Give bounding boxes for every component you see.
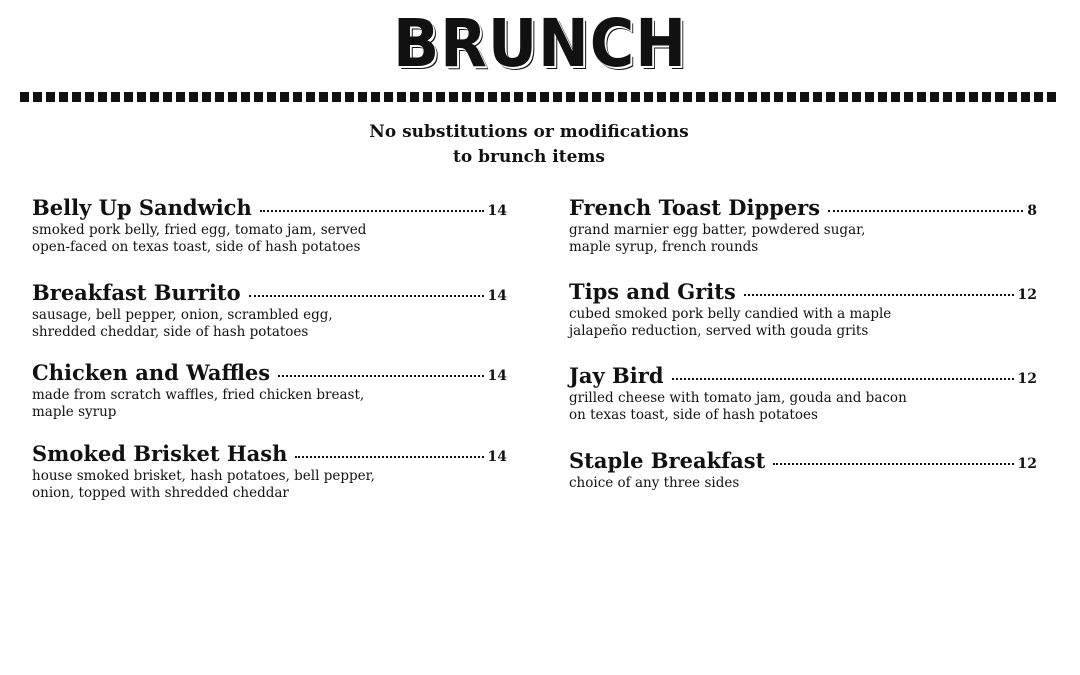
item-description-line: onion, topped with shredded cheddar xyxy=(32,485,289,501)
dot-leader xyxy=(672,376,1014,380)
item-price: 12 xyxy=(1017,456,1037,472)
item-description-line: grand marnier egg batter, powdered sugar, xyxy=(569,222,866,238)
menu-item-staple-breakfast xyxy=(569,448,1037,492)
menu-item-french-toast-dippers xyxy=(569,195,1037,256)
item-description-line: on texas toast, side of hash potatoes xyxy=(569,407,818,423)
item-description xyxy=(569,390,1037,424)
item-description xyxy=(569,222,1037,256)
item-description-line: house smoked brisket, hash potatoes, bell pepper, xyxy=(32,468,375,484)
dot-leader xyxy=(773,461,1013,465)
item-name: Staple Breakfast xyxy=(569,448,766,473)
menu-item-jay-bird xyxy=(569,363,1037,424)
item-name: French Toast Dippers xyxy=(569,195,821,220)
item-price: 12 xyxy=(1017,287,1037,303)
item-price: 14 xyxy=(487,449,507,465)
dot-leader xyxy=(744,292,1014,296)
dot-leader xyxy=(278,373,483,377)
item-description-line: open-faced on texas toast, side of hash potatoes xyxy=(32,239,361,255)
item-description xyxy=(32,222,507,256)
item-description-line: grilled cheese with tomato jam, gouda and bacon xyxy=(569,390,907,406)
item-description-line: choice of any three sides xyxy=(569,475,740,491)
menu-item-tips-and-grits xyxy=(569,279,1037,340)
item-price: 14 xyxy=(487,203,507,219)
item-price: 12 xyxy=(1017,371,1037,387)
dot-leader xyxy=(828,208,1023,212)
item-price: 8 xyxy=(1027,203,1037,219)
item-name: Breakfast Burrito xyxy=(32,280,241,305)
menu-item-smoked-brisket-hash xyxy=(32,441,507,502)
item-price: 14 xyxy=(487,368,507,384)
item-description-line: maple syrup xyxy=(32,404,117,420)
item-name: Smoked Brisket Hash xyxy=(32,441,288,466)
item-description-line: made from scratch waffles, fried chicken breast, xyxy=(32,387,365,403)
menu-title: BRUNCH xyxy=(392,5,688,82)
item-description xyxy=(32,307,507,341)
item-description-line: cubed smoked pork belly candied with a maple xyxy=(569,306,892,322)
item-description-line: shredded cheddar, side of hash potatoes xyxy=(32,324,309,340)
item-description xyxy=(569,306,1037,340)
item-description xyxy=(32,387,507,421)
item-description-line: jalapeño reduction, served with gouda grits xyxy=(569,323,869,339)
decorative-divider xyxy=(20,92,1060,102)
dot-leader xyxy=(295,454,483,458)
item-description-line: smoked pork belly, fried egg, tomato jam, served xyxy=(32,222,367,238)
item-description-line: sausage, bell pepper, onion, scrambled egg, xyxy=(32,307,333,323)
item-name: Chicken and Waffles xyxy=(32,360,271,385)
item-description-line: maple syrup, french rounds xyxy=(569,239,759,255)
notice-line-2: to brunch items xyxy=(453,147,605,167)
brunch-notice xyxy=(0,120,1058,170)
item-name: Jay Bird xyxy=(569,363,664,388)
menu-item-breakfast-burrito xyxy=(32,280,507,341)
item-description xyxy=(32,468,507,502)
item-price: 14 xyxy=(487,288,507,304)
item-description xyxy=(569,475,1037,492)
dot-leader xyxy=(260,208,484,212)
item-name: Tips and Grits xyxy=(569,279,736,304)
menu-item-belly-up-sandwich xyxy=(32,195,507,256)
notice-line-1: No substitutions or modifications xyxy=(369,122,689,142)
menu-item-chicken-and-waffles xyxy=(32,360,507,421)
dot-leader xyxy=(249,293,484,297)
item-name: Belly Up Sandwich xyxy=(32,195,252,220)
